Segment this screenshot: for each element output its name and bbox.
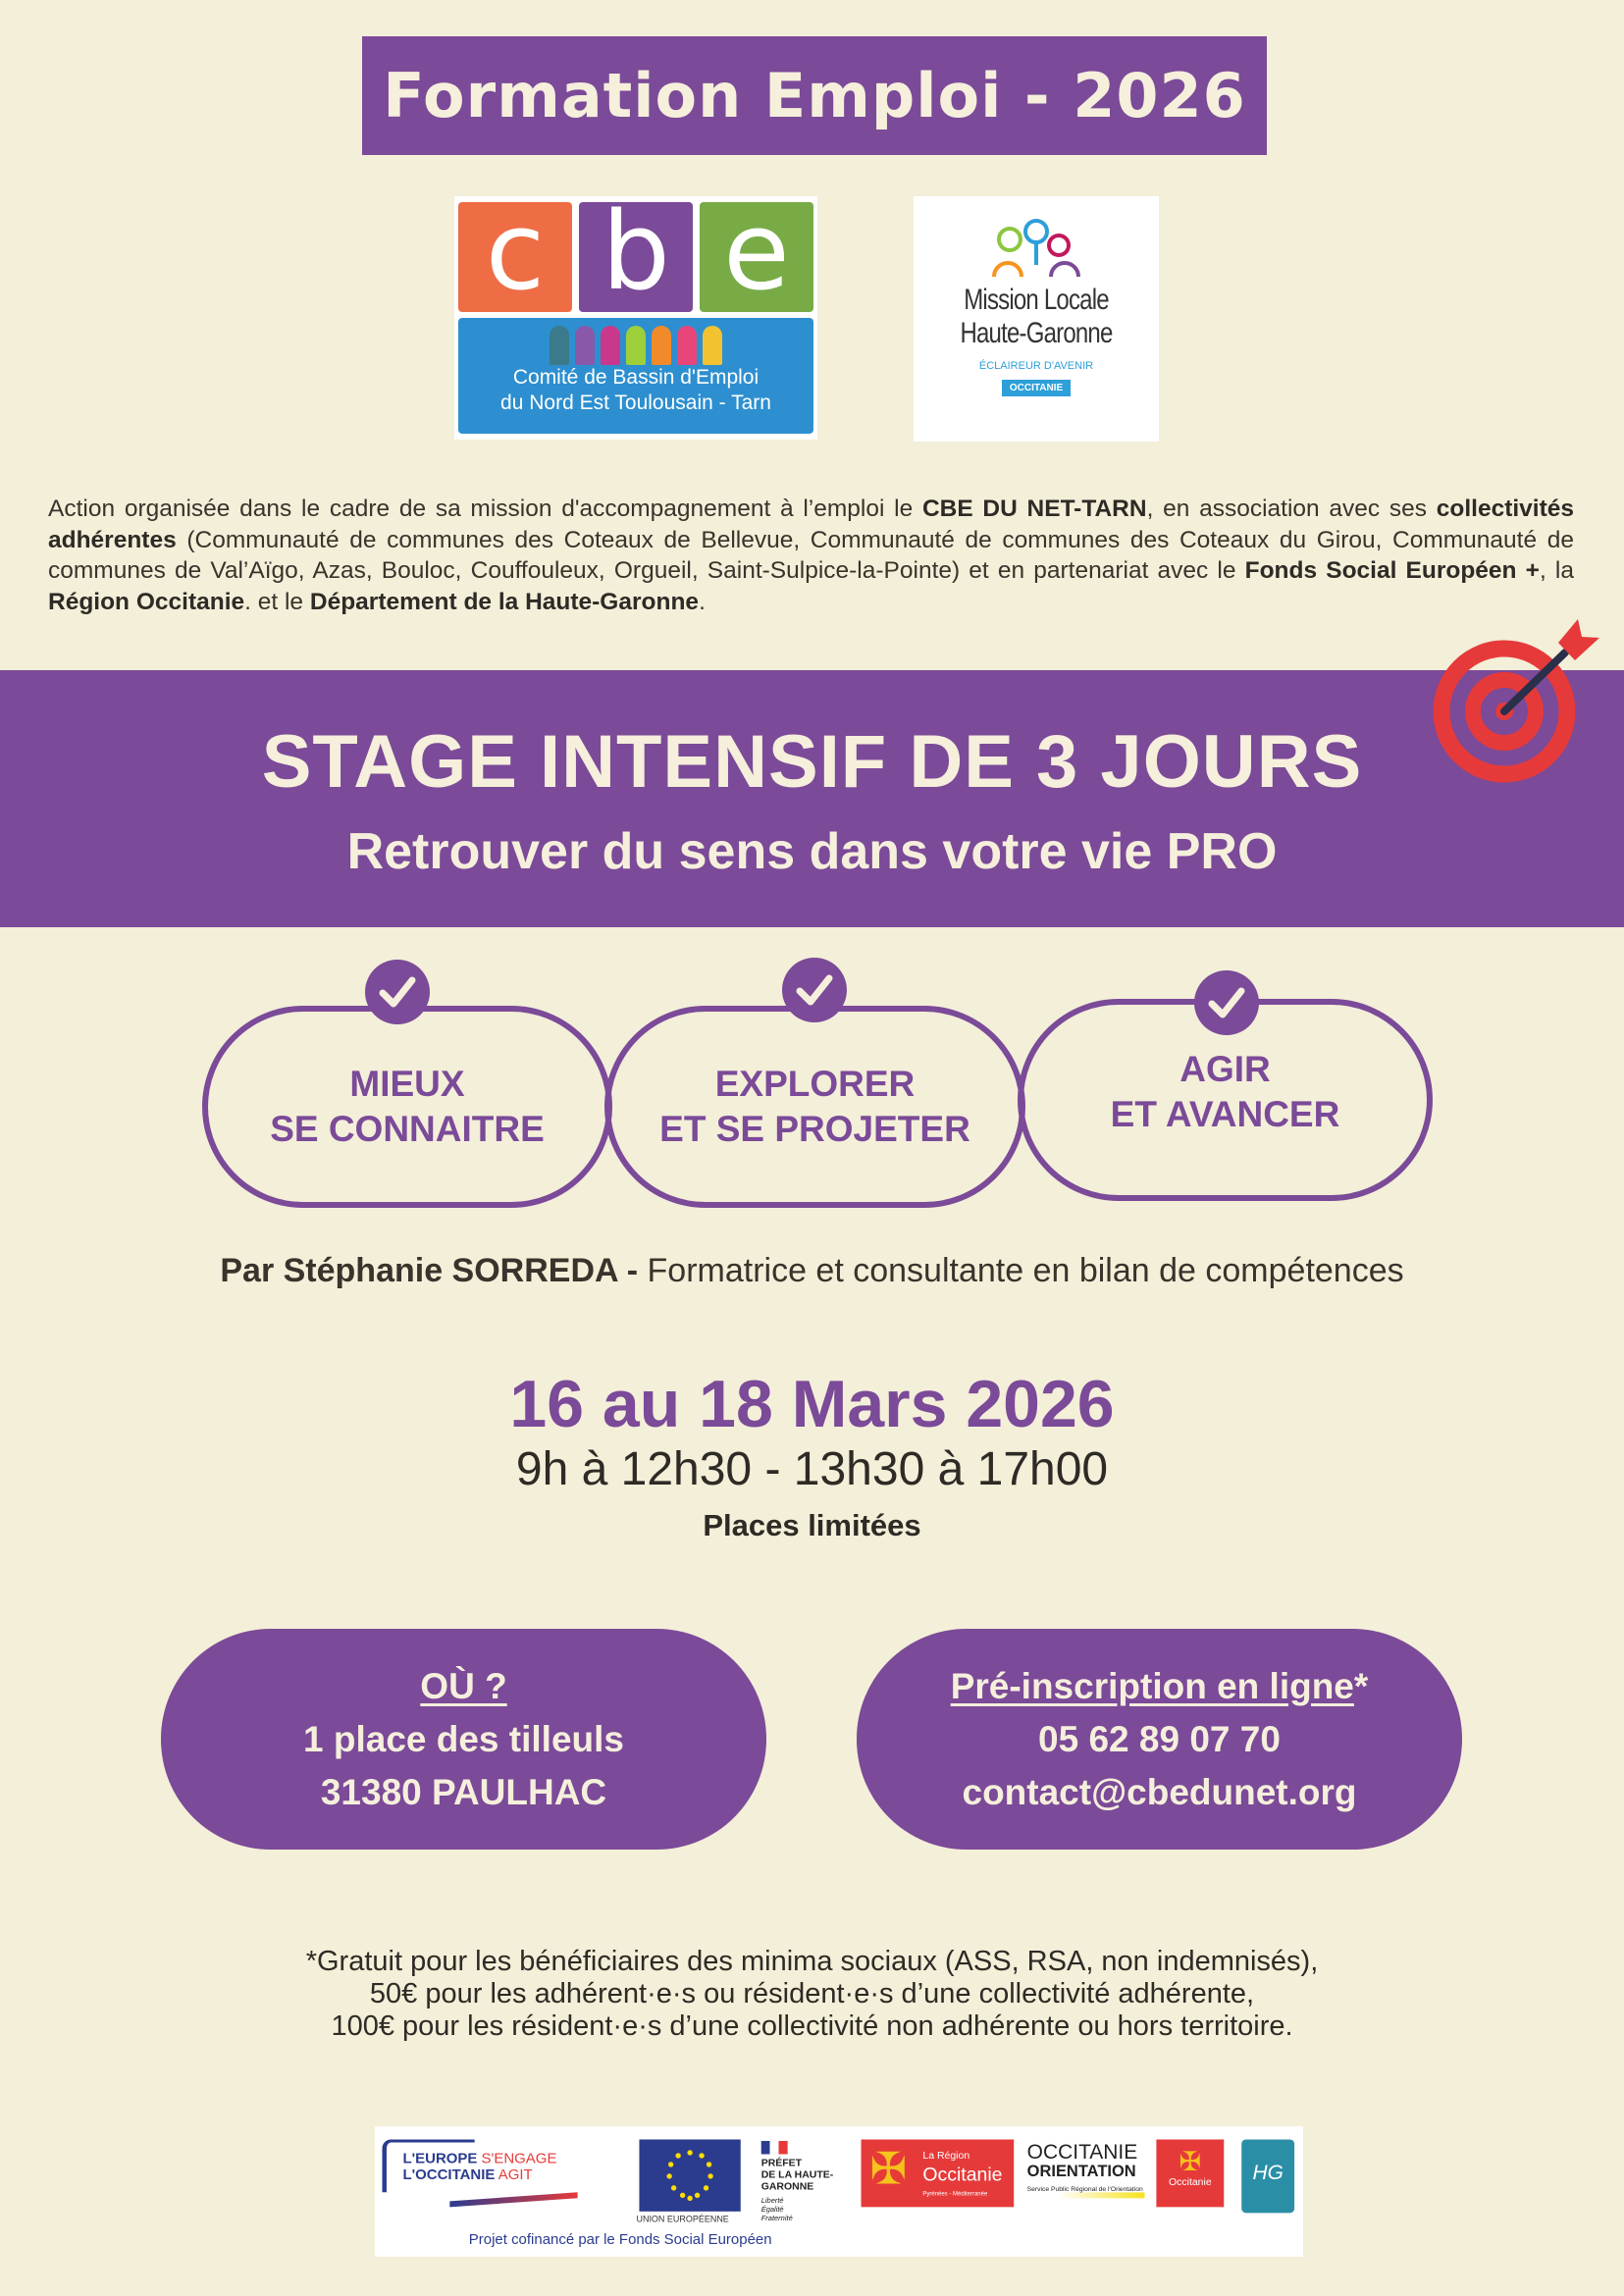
region-name: Occitanie <box>922 2163 1003 2185</box>
people-icon <box>458 326 813 365</box>
europe-occitanie-text: L'EUROPE S'ENGAGE L'OCCITANIE AGIT <box>402 2151 557 2184</box>
cbe-letter-c: c <box>458 202 572 312</box>
page-title: Formation Emploi - 2026 <box>362 36 1267 155</box>
intro-text: , en association avec ses <box>1146 496 1437 522</box>
banner-subtitle: Retrouver du sens dans votre vie PRO <box>346 823 1278 880</box>
pricing-line: 50€ pour les adhérent·e·s ou résident·e·s d’une collectivité adhérente, <box>369 1978 1255 2009</box>
trainer-line <box>0 1252 1624 1290</box>
mission-locale-line2: Haute-Garonne <box>960 317 1113 349</box>
partners-logos <box>375 2126 1303 2257</box>
orientation-line3: Service Public Régional de l'Orientation <box>1026 2184 1143 2193</box>
registration-link[interactable]: Pré-inscription en ligne <box>950 1665 1354 1706</box>
prefet-motto: Égalité <box>760 2205 784 2215</box>
location-heading: OÙ ? <box>420 1665 507 1706</box>
banner-title: STAGE INTENSIF DE 3 JOURS <box>261 720 1363 804</box>
places-limited: Places limitées <box>703 1508 921 1542</box>
intro-bold: Région Occitanie <box>48 588 245 615</box>
prefet-motto: Fraternité <box>760 2214 793 2223</box>
eu-flag-icon <box>639 2139 740 2211</box>
prefet-line: GARONNE <box>760 2181 814 2193</box>
cbe-line2: du Nord Est Toulousain - Tarn <box>500 391 771 414</box>
pricing-line: *Gratuit pour les bénéficiaires des minima sociaux (ASS, RSA, non indemnisés), <box>305 1946 1319 1977</box>
location-city: 31380 PAULHAC <box>320 1771 607 1812</box>
region-occitanie-small-logo <box>1156 2139 1224 2207</box>
cbe-line1: Comité de Bassin d'Emploi <box>512 366 760 389</box>
eu-label: UNION EUROPÉENNE <box>636 2216 729 2225</box>
mission-locale-logo <box>914 196 1159 442</box>
region-small-name: Occitanie <box>1168 2177 1212 2188</box>
location-address: 1 place des tilleuls <box>303 1718 624 1759</box>
step-line: SE CONNAITRE <box>270 1109 545 1149</box>
intro-bold: CBE DU NET-TARN <box>921 496 1147 522</box>
occitanie-orientation-logo <box>1027 2141 1145 2198</box>
cbe-logo-banner <box>458 318 813 434</box>
swoosh-icon <box>449 2192 577 2207</box>
prefet-line: DE LA HAUTE- <box>760 2169 834 2181</box>
check-badge-icon <box>365 960 430 1024</box>
mission-locale-line1: Mission Locale <box>964 284 1109 316</box>
prefet-motto: Liberté <box>760 2196 784 2206</box>
region-occitanie-logo <box>862 2139 1015 2207</box>
asterisk: * <box>1353 1665 1369 1706</box>
intro-bold: collectivités adhérentes <box>48 496 1575 553</box>
step-card <box>604 1006 1025 1208</box>
step-line: ET AVANCER <box>1110 1094 1340 1134</box>
step-line: MIEUX <box>349 1064 465 1104</box>
prefet-line: PRÉFET <box>760 2158 803 2169</box>
cbe-logo <box>454 188 817 440</box>
intro-paragraph <box>48 494 1574 617</box>
french-flag-icon <box>761 2141 788 2154</box>
intro-text: (Communauté de communes des Coteaux de Bellevue, Communauté de communes des Coteaux du Girou, Communauté de communes de Val’Aïgo, Azas, Bouloc, Couffouleux, Orgueil, Saint-Sulpice-la-Pointe) et en partenariat avec le <box>48 526 1574 584</box>
mission-locale-badge: OCCITANIE <box>1002 380 1071 396</box>
occitan-cross-icon: ✠ <box>869 2145 908 2194</box>
hero-banner <box>0 670 1624 927</box>
orientation-line1: OCCITANIE <box>1026 2139 1138 2164</box>
check-badge-icon <box>782 958 847 1022</box>
intro-bold: Fonds Social Européen + <box>1244 557 1540 584</box>
region-subtitle: Pyrénées - Méditerranée <box>922 2189 988 2197</box>
location-card <box>161 1629 766 1850</box>
partners-footer <box>375 2126 1303 2257</box>
pricing-note <box>0 1946 1624 2043</box>
intro-text: , la <box>1539 557 1574 584</box>
cbe-letter-e: e <box>700 202 813 312</box>
intro-text: . et le <box>244 588 310 615</box>
event-dates: 16 au 18 Mars 2026 <box>509 1367 1115 1441</box>
step-line: EXPLORER <box>714 1064 916 1104</box>
trainer-role: Formatrice et consultante en bilan de compétences <box>638 1252 1404 1289</box>
event-hours: 9h à 12h30 - 13h30 à 17h00 <box>515 1443 1109 1495</box>
intro-text: . <box>699 588 706 615</box>
cbe-letter-b: b <box>579 202 693 312</box>
mission-locale-tagline: ÉCLAIREUR D'AVENIR <box>978 360 1094 372</box>
target-icon <box>1423 613 1609 800</box>
haute-garonne-logo: HG <box>1241 2139 1294 2213</box>
registration-card[interactable] <box>857 1629 1462 1850</box>
orientation-line2: ORIENTATION <box>1026 2163 1136 2181</box>
step-card <box>202 1006 612 1208</box>
step-line: AGIR <box>1179 1049 1271 1089</box>
people-outline-icon <box>982 218 1090 279</box>
intro-bold: Département de la Haute-Garonne <box>309 588 700 615</box>
email-link[interactable]: contact@cbedunet.org <box>962 1771 1357 1812</box>
region-label: La Région <box>922 2151 970 2162</box>
check-badge-icon <box>1194 970 1259 1035</box>
phone-number[interactable]: 05 62 89 07 70 <box>1038 1718 1281 1759</box>
cofinance-note: Projet cofinancé par le Fonds Social Européen <box>468 2231 772 2249</box>
pricing-line: 100€ pour les résident·e·s d’une collectivité non adhérente ou hors territoire. <box>331 2010 1293 2042</box>
prefet-logo <box>761 2141 834 2223</box>
trainer-name: Par Stéphanie SORREDA - <box>220 1252 639 1289</box>
occitan-cross-icon: ✠ <box>1179 2146 1202 2176</box>
intro-text: Action organisée dans le cadre de sa mission d'accompagnement à l’emploi le <box>48 496 922 522</box>
step-line: ET SE PROJETER <box>659 1109 970 1149</box>
